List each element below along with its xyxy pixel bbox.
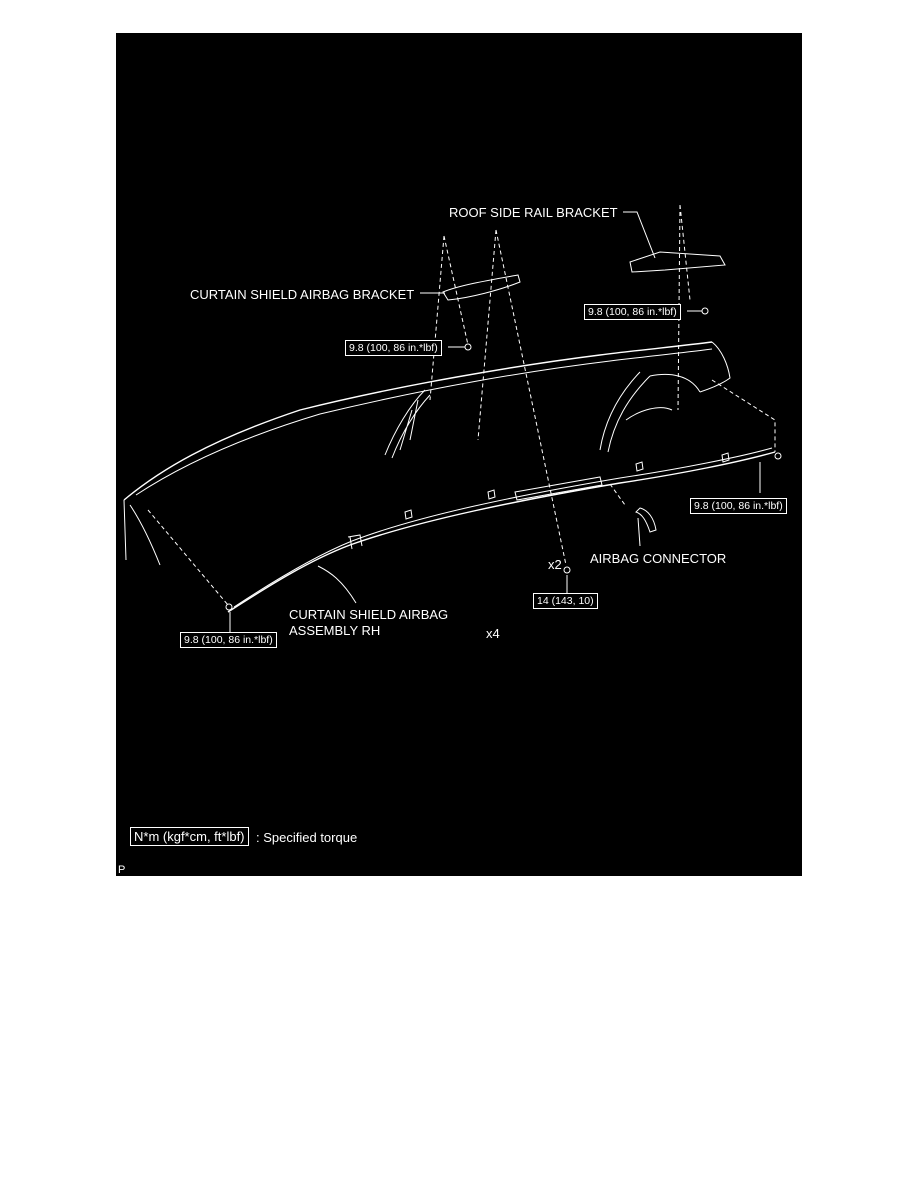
qty-x4-label: x4 [486,626,500,641]
roof-side-rail-bracket-label: ROOF SIDE RAIL BRACKET [449,205,618,220]
torque-center: 14 (143, 10) [533,593,598,609]
curtain-assembly-label-line2: ASSEMBLY RH [289,623,381,638]
clip-4 [722,453,729,462]
page-marker: P [118,864,126,876]
roof-outer-edge [124,342,712,500]
diagram-panel [116,33,802,876]
torque-rear-end: 9.8 (100, 86 in.*lbf) [690,498,787,514]
clip-1 [405,510,412,519]
legend-unit-box: N*m (kgf*cm, ft*lbf) [130,827,249,846]
curtain-assembly-label-line1: CURTAIN SHIELD AIRBAG [289,607,449,622]
torque-roof-bracket: 9.8 (100, 86 in.*lbf) [584,304,681,320]
b-pillar [385,390,430,458]
roof-inner-edge [136,349,712,495]
legend-text: : Specified torque [256,830,358,845]
label-leaders [230,212,760,632]
torque-front-end: 9.8 (100, 86 in.*lbf) [180,632,277,648]
airbag-upper-edge [234,448,772,607]
clip-3 [636,462,643,471]
qty-x2-label: x2 [548,557,562,572]
c-pillar [600,372,700,452]
airbag-connector-label: AIRBAG CONNECTOR [590,551,727,566]
airbag-lower-edge [228,452,775,612]
leader-lines [148,205,775,605]
roof-bracket-shape [630,252,725,272]
curtain-shield-airbag-bracket-label: CURTAIN SHIELD AIRBAG BRACKET [190,287,415,302]
airbag-installation-drawing [116,33,802,876]
torque-airbag-bracket: 9.8 (100, 86 in.*lbf) [345,340,442,356]
front-pillar [124,500,160,565]
clip-2 [488,490,495,499]
